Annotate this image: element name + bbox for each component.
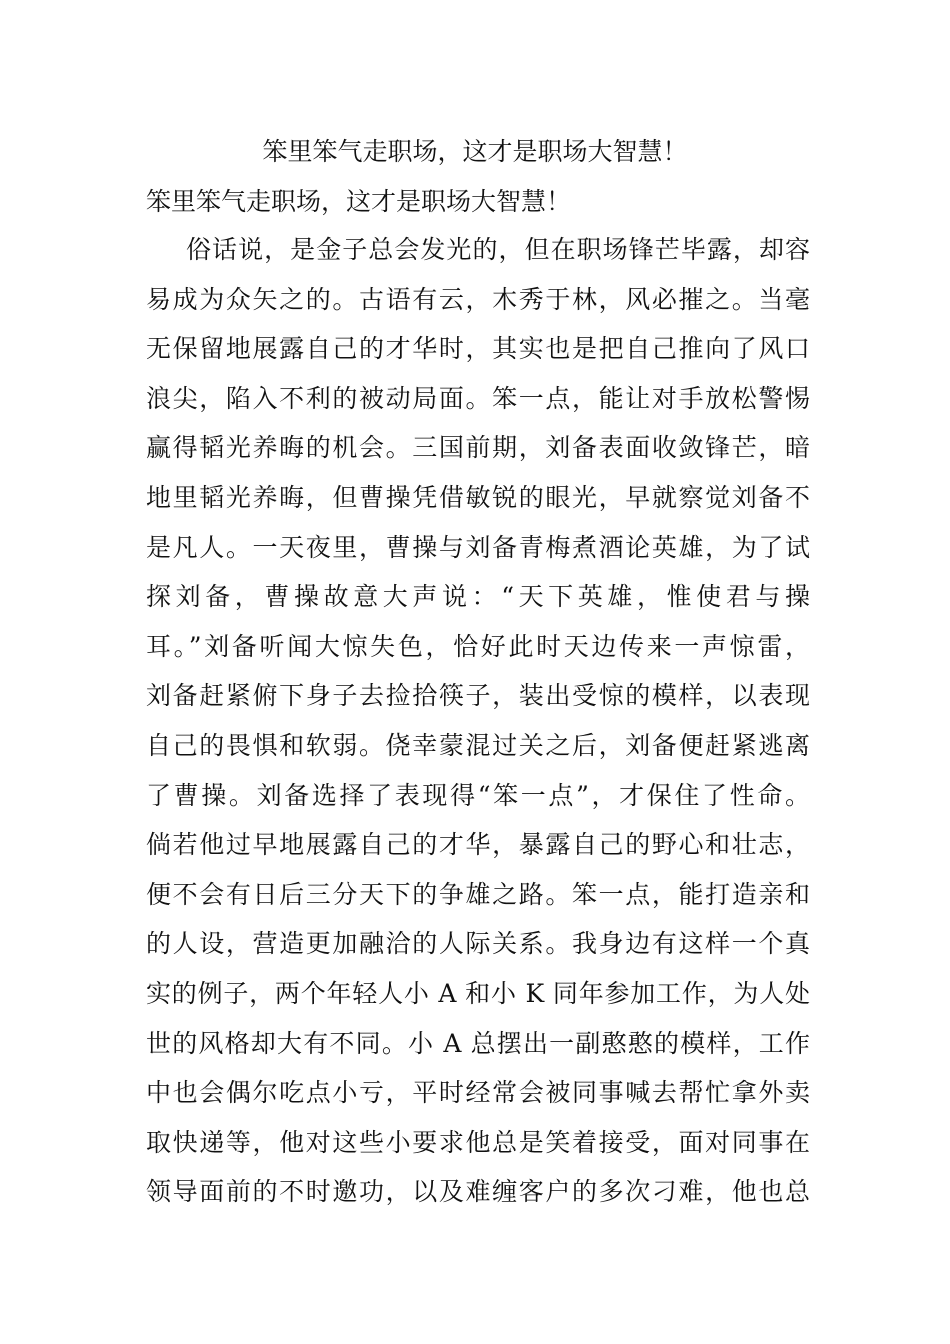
body-line-15: 的人设，营造更加融洽的人际关系。我身边有这样一个真: [146, 929, 810, 959]
document-title: 笨里笨气走职场，这才是职场大智慧！: [262, 137, 688, 166]
body-paragraph: [146, 231, 810, 1223]
body-line-7: 是凡人。一天夜里，曹操与刘备青梅煮酒论英雄，为了试: [146, 532, 810, 562]
body-line-2: 易成为众矢之的。古语有云，木秀于林，风必摧之。当毫: [146, 284, 810, 314]
body-line-9: 耳。”刘备听闻大惊失色，恰好此时天边传来一声惊雷，: [146, 631, 810, 661]
body-line-8: 探刘备，曹操故意大声说：“天下英雄，惟使君与操: [146, 582, 810, 612]
body-line-16: 实的例子，两个年轻人小 A 和小 K 同年参加工作，为人处: [146, 978, 810, 1008]
body-line-13: 倘若他过早地展露自己的才华，暴露自己的野心和壮志，: [146, 830, 810, 860]
document-subtitle: 笨里笨气走职场，这才是职场大智慧！: [146, 187, 572, 216]
body-line-11: 自己的畏惧和软弱。侥幸蒙混过关之后，刘备便赶紧逃离: [146, 730, 810, 760]
body-line-4: 浪尖，陷入不利的被动局面。笨一点，能让对手放松警惕: [146, 383, 810, 413]
body-line-6: 地里韬光养晦，但曹操凭借敏锐的眼光，早就察觉刘备不: [146, 482, 810, 512]
body-line-12: 了曹操。刘备选择了表现得“笨一点”，才保住了性命。: [146, 780, 810, 810]
body-line-18: 中也会偶尔吃点小亏，平时经常会被同事喊去帮忙拿外卖: [146, 1078, 810, 1108]
body-line-19: 取快递等，他对这些小要求他总是笑着接受，面对同事在: [146, 1127, 810, 1157]
body-line-1: 俗话说，是金子总会发光的，但在职场锋芒毕露，却容: [186, 235, 810, 264]
body-line-17: 世的风格却大有不同。小 A 总摆出一副憨憨的模样，工作: [146, 1028, 810, 1058]
body-line-14: 便不会有日后三分天下的争雄之路。笨一点，能打造亲和: [146, 879, 810, 909]
body-line-5: 赢得韬光养晦的机会。三国前期，刘备表面收敛锋芒，暗: [146, 433, 810, 463]
body-line-10: 刘备赶紧俯下身子去捡拾筷子，装出受惊的模样，以表现: [146, 681, 810, 711]
body-line-20: 领导面前的不时邀功，以及难缠客户的多次刁难，他也总: [146, 1177, 810, 1207]
body-line-3: 无保留地展露自己的才华时，其实也是把自己推向了风口: [146, 334, 810, 364]
